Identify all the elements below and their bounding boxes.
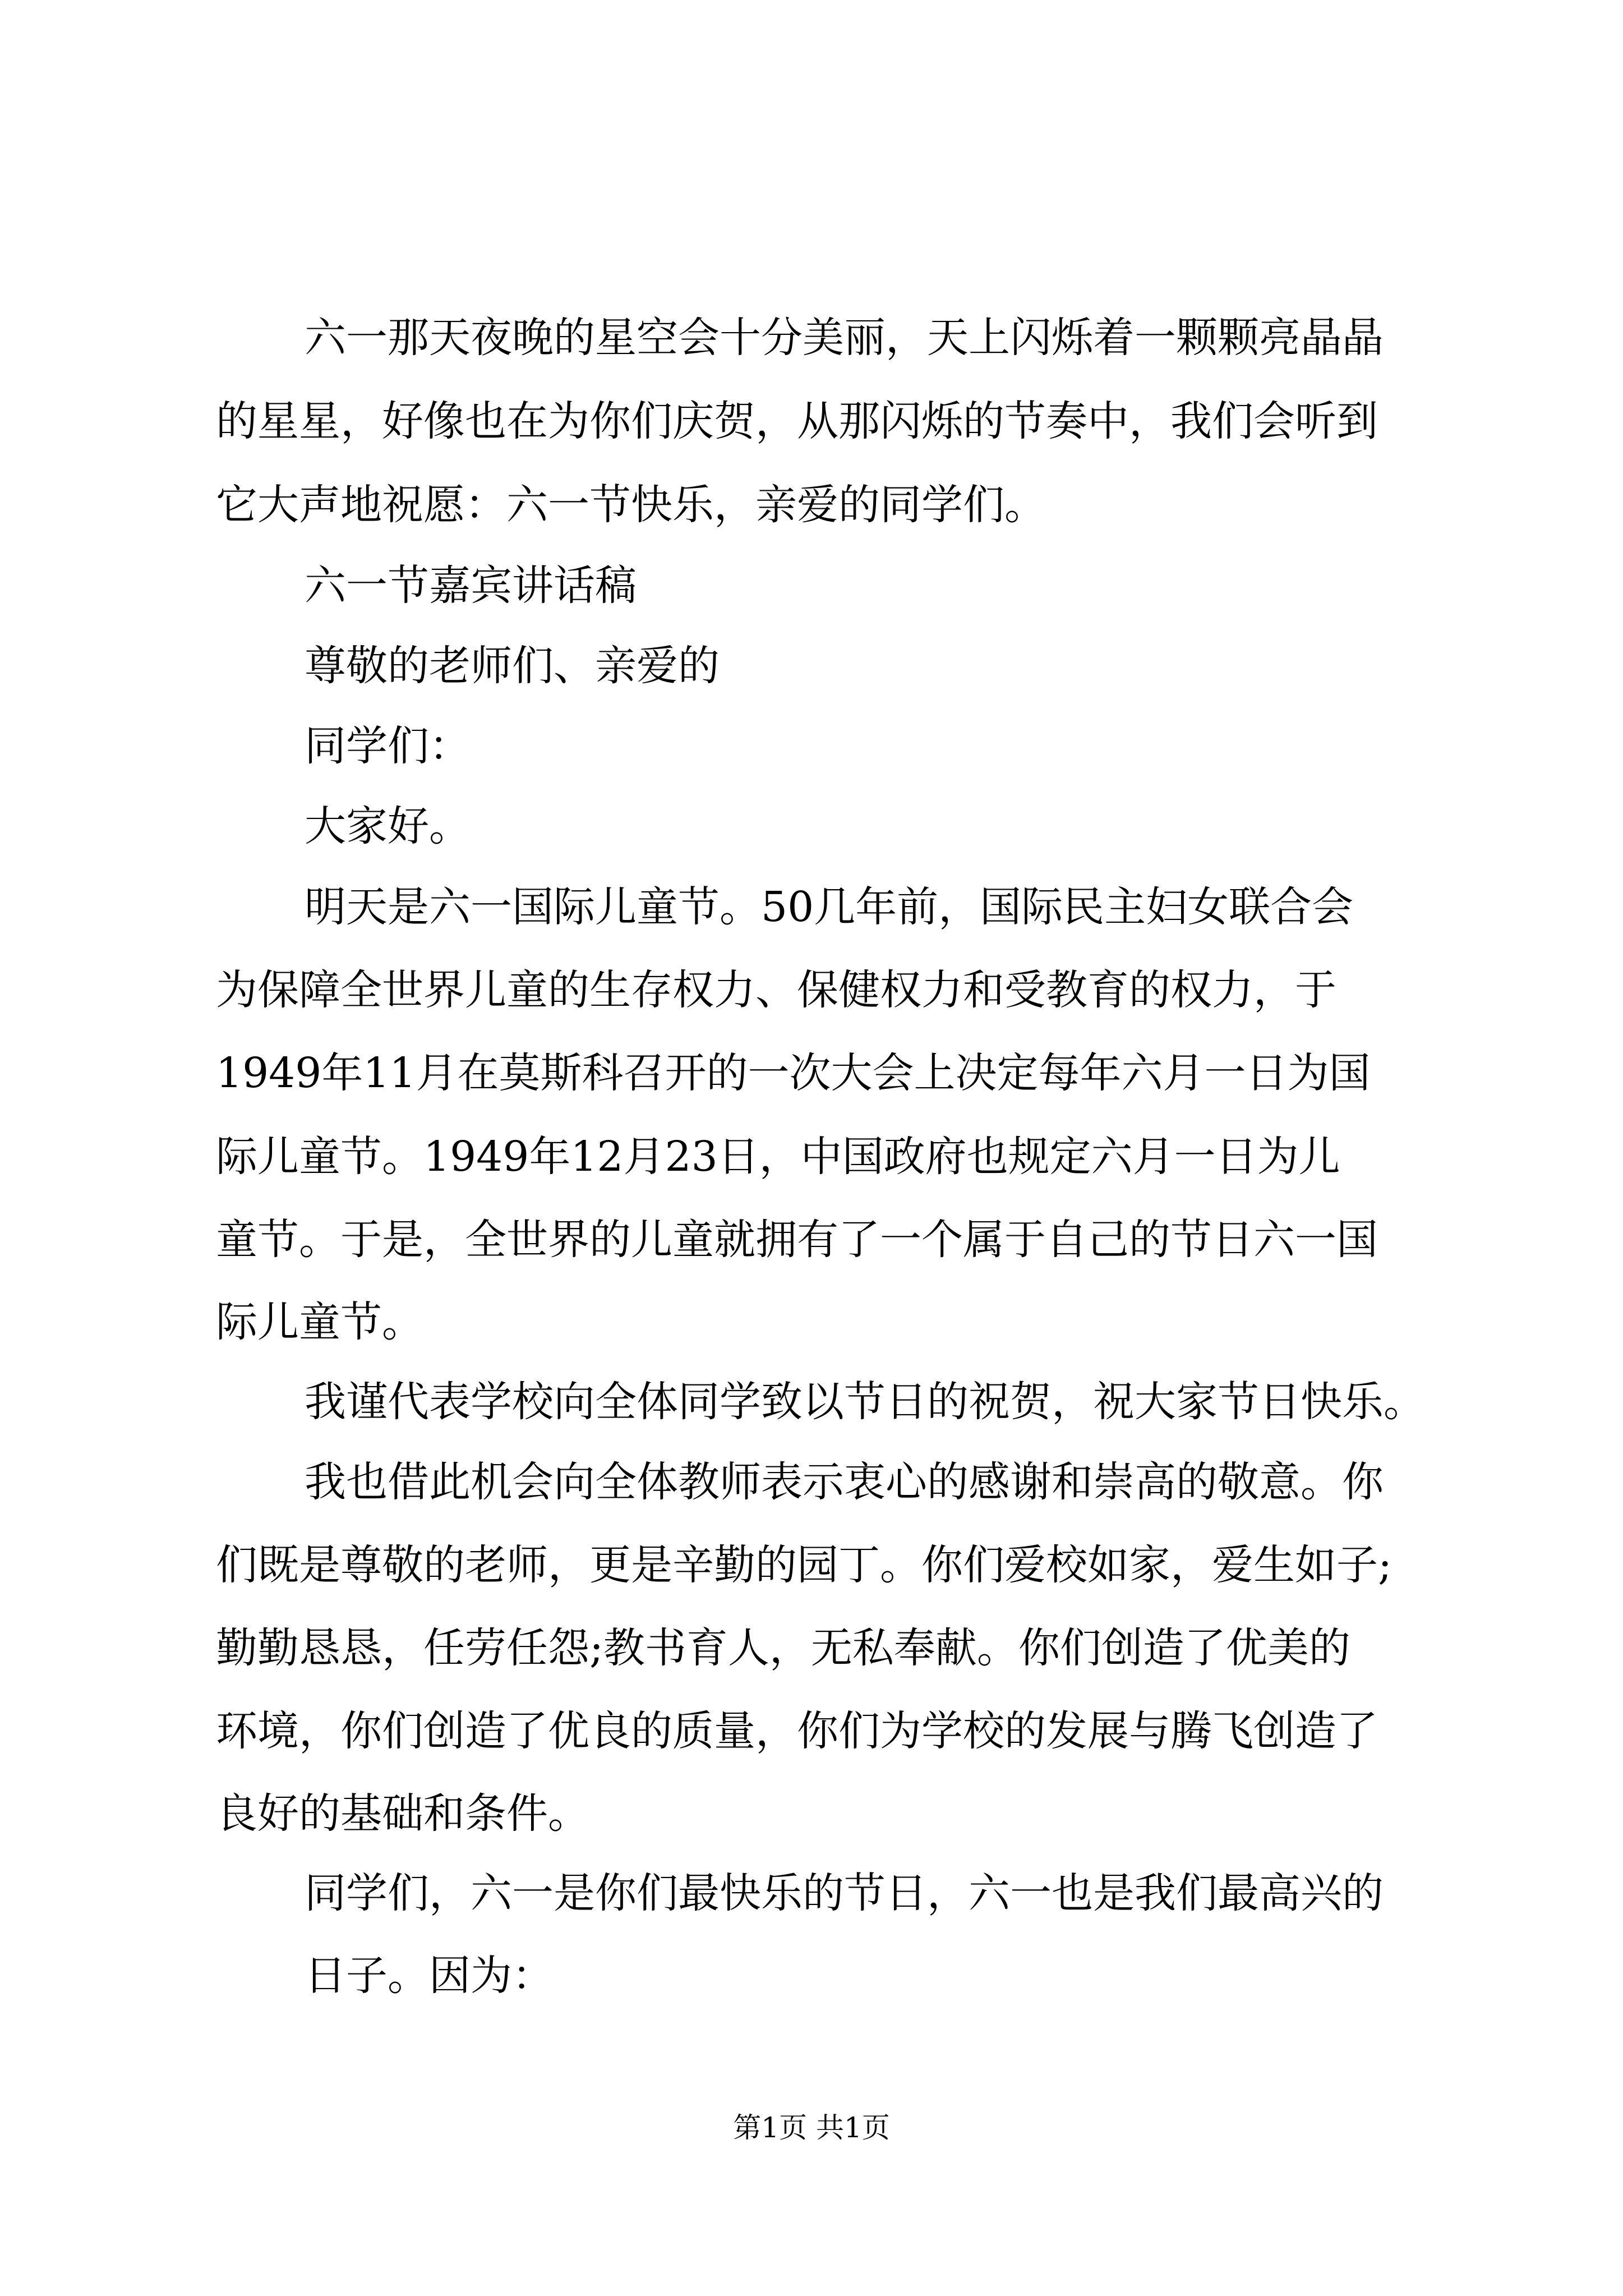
body-line: 际儿童节。 xyxy=(216,1298,423,1346)
salutation-line: 同学们： xyxy=(305,722,471,770)
body-line: 它大声地祝愿：六一节快乐，亲爱的同学们。 xyxy=(216,481,1046,529)
body-line: 良好的基础和条件。 xyxy=(216,1789,589,1838)
body-line: 我也借此机会向全体教师表示衷心的感谢和崇高的敬意。你 xyxy=(305,1458,1384,1506)
body-line: 勤勤恳恳，任劳任怨;教书育人，无私奉献。你们创造了优美的 xyxy=(216,1624,1350,1672)
body-line: 六一那天夜晚的星空会十分美丽，天上闪烁着一颗颗亮晶晶 xyxy=(305,314,1384,362)
body-line: 日子。因为： xyxy=(305,1952,554,2000)
greeting-line: 大家好。 xyxy=(305,802,471,850)
body-line: 际儿童节。1949年12月23日，中国政府也规定六月一日为儿 xyxy=(216,1133,1340,1181)
body-line: 为保障全世界儿童的生存权力、保健权力和受教育的权力，于 xyxy=(216,966,1336,1014)
body-line: 童节。于是，全世界的儿童就拥有了一个属于自己的节日六一国 xyxy=(216,1216,1378,1264)
body-line: 们既是尊敬的老师，更是辛勤的园丁。你们爱校如家，爱生如子; xyxy=(216,1541,1392,1589)
body-line: 1949年11月在莫斯科召开的一次大会上决定每年六月一日为国 xyxy=(216,1049,1371,1097)
body-line: 的星星，好像也在为你们庆贺，从那闪烁的节奏中，我们会听到 xyxy=(216,397,1378,445)
section-title: 六一节嘉宾讲话稿 xyxy=(305,562,637,610)
salutation-line: 尊敬的老师们、亲爱的 xyxy=(305,642,720,690)
body-line: 环境，你们创造了优良的质量，你们为学校的发展与腾飞创造了 xyxy=(216,1707,1378,1755)
body-line: 明天是六一国际儿童节。50几年前，国际民主妇女联合会 xyxy=(305,883,1354,931)
body-line: 同学们，六一是你们最快乐的节日，六一也是我们最高兴的 xyxy=(305,1869,1384,1917)
body-line: 我谨代表学校向全体同学致以节日的祝贺，祝大家节日快乐。 xyxy=(305,1378,1425,1426)
page-footer: 第1页 共1页 xyxy=(733,2111,890,2144)
